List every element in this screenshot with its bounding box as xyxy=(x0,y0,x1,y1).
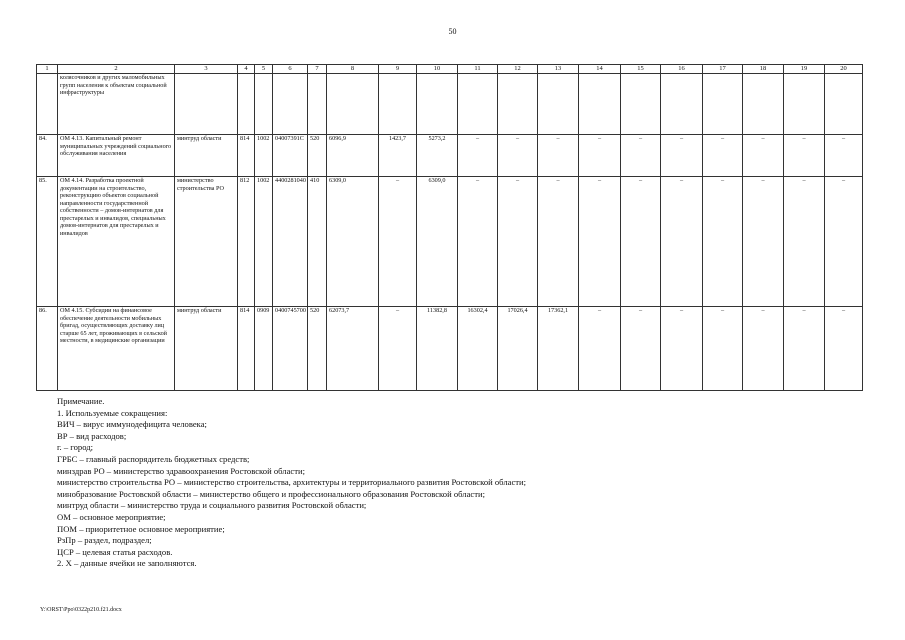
cell-year-value: – xyxy=(703,177,743,307)
header-cell: 16 xyxy=(661,65,703,74)
cell-year-value xyxy=(417,74,458,135)
cell-vr: 520 xyxy=(308,307,327,391)
header-cell: 10 xyxy=(417,65,458,74)
notes-line: минобразование Ростовской области – министерство общего и профессионального образования Ростовской области; xyxy=(57,488,485,499)
notes-heading: Примечание. xyxy=(57,396,105,406)
cell-year-value: – xyxy=(498,177,538,307)
header-cell: 13 xyxy=(538,65,579,74)
table-row xyxy=(37,307,863,391)
notes-line: ЦСР – целевая статья расходов. xyxy=(57,546,173,557)
notes-line: министерство строительства РО – министерство строительства, архитектуры и территориального развития Ростовской области; xyxy=(57,477,526,488)
cell-total: 6309,0 xyxy=(327,177,379,307)
cell-year-value: – xyxy=(825,135,863,177)
cell-year-value: – xyxy=(743,307,784,391)
cell-vr: 520 xyxy=(308,135,327,177)
cell-year-value: – xyxy=(579,307,621,391)
cell-executor: минтруд области xyxy=(175,307,238,391)
header-cell: 5 xyxy=(255,65,273,74)
cell-year-value: – xyxy=(825,177,863,307)
notes-line: ГРБС – главный распорядитель бюджетных средств; xyxy=(57,453,250,464)
header-cell: 20 xyxy=(825,65,863,74)
cell-row-number xyxy=(37,74,58,135)
header-cell: 17 xyxy=(703,65,743,74)
cell-vr xyxy=(308,74,327,135)
notes-line: ВИЧ – вирус иммунодефицита человека; xyxy=(57,419,207,430)
cell-year-value xyxy=(743,74,784,135)
cell-year-value: – xyxy=(458,177,498,307)
cell-executor: министерство строительства РО xyxy=(175,177,238,307)
cell-year-value: – xyxy=(703,135,743,177)
cell-year-value: 1423,7 xyxy=(379,135,417,177)
header-cell: 2 xyxy=(58,65,175,74)
notes-block xyxy=(57,396,526,570)
cell-year-value: – xyxy=(579,177,621,307)
cell-activity: ОМ 4.14. Разработка проектной документации на строительство, реконструкцию объектов социальной направленности государственной собственности – домов-интернатов для престарелых и инвалидов, специальных домов-интернатов для престарелых и инвалидов xyxy=(58,177,175,307)
notes-line: ОМ – основное мероприятие; xyxy=(57,511,166,522)
notes-line: г. – город; xyxy=(57,442,94,453)
cell-year-value: – xyxy=(661,307,703,391)
cell-year-value: – xyxy=(379,307,417,391)
cell-csr xyxy=(273,74,308,135)
file-path-footer: Y:\ORST\Ppo\0322p210.f21.docx xyxy=(40,607,122,613)
cell-vr: 410 xyxy=(308,177,327,307)
cell-year-value: 6309,0 xyxy=(417,177,458,307)
cell-grbs xyxy=(238,74,255,135)
cell-grbs: 814 xyxy=(238,307,255,391)
cell-total: 62073,7 xyxy=(327,307,379,391)
cell-executor xyxy=(175,74,238,135)
header-cell: 15 xyxy=(621,65,661,74)
cell-row-number: 84. xyxy=(37,135,58,177)
cell-year-value: – xyxy=(743,177,784,307)
cell-total: 6096,9 xyxy=(327,135,379,177)
cell-year-value: – xyxy=(784,307,825,391)
cell-year-value: – xyxy=(825,307,863,391)
cell-year-value xyxy=(703,74,743,135)
cell-year-value: – xyxy=(661,135,703,177)
cell-activity: колясочников и других маломобильных групп населения к объектам социальной инфраструктуры xyxy=(58,74,175,135)
notes-line: минздрав РО – министерство здравоохранения Ростовской области; xyxy=(57,465,305,476)
cell-year-value xyxy=(661,74,703,135)
cell-year-value: 16302,4 xyxy=(458,307,498,391)
notes-line: ВР – вид расходов; xyxy=(57,430,127,441)
cell-year-value: – xyxy=(621,177,661,307)
cell-year-value: – xyxy=(784,177,825,307)
notes-line: минтруд области – министерство труда и социального развития Ростовской области; xyxy=(57,500,367,511)
cell-csr: 04007391С xyxy=(273,135,308,177)
cell-csr: 0400745700 xyxy=(273,307,308,391)
header-cell: 7 xyxy=(308,65,327,74)
cell-row-number: 86. xyxy=(37,307,58,391)
cell-row-number: 85. xyxy=(37,177,58,307)
header-cell: 9 xyxy=(379,65,417,74)
cell-year-value xyxy=(784,74,825,135)
table-header-row xyxy=(37,65,863,74)
cell-year-value: – xyxy=(579,135,621,177)
table-row xyxy=(37,74,863,135)
cell-activity: ОМ 4.13. Капитальный ремонт муниципальных учреждений социального обслуживания населения xyxy=(58,135,175,177)
cell-year-value: – xyxy=(784,135,825,177)
header-cell: 18 xyxy=(743,65,784,74)
budget-table xyxy=(36,64,863,391)
cell-year-value: – xyxy=(498,135,538,177)
header-cell: 12 xyxy=(498,65,538,74)
cell-year-value xyxy=(498,74,538,135)
cell-total xyxy=(327,74,379,135)
cell-year-value xyxy=(379,74,417,135)
cell-year-value: – xyxy=(703,307,743,391)
cell-grbs: 814 xyxy=(238,135,255,177)
notes-line: ПОМ – приоритетное основное мероприятие; xyxy=(57,523,225,534)
cell-rzpr: 0909 xyxy=(255,307,273,391)
cell-year-value: 17362,1 xyxy=(538,307,579,391)
cell-rzpr: 1002 xyxy=(255,177,273,307)
cell-year-value: – xyxy=(621,307,661,391)
cell-year-value: 17026,4 xyxy=(498,307,538,391)
cell-year-value: – xyxy=(538,135,579,177)
cell-year-value: – xyxy=(379,177,417,307)
cell-year-value xyxy=(621,74,661,135)
notes-line: РзПр – раздел, подраздел; xyxy=(57,535,152,546)
cell-grbs: 812 xyxy=(238,177,255,307)
table-row xyxy=(37,135,863,177)
page-number: 50 xyxy=(448,27,457,36)
cell-executor: минтруд области xyxy=(175,135,238,177)
cell-year-value: – xyxy=(621,135,661,177)
cell-year-value: 11382,8 xyxy=(417,307,458,391)
cell-year-value xyxy=(825,74,863,135)
table-row xyxy=(37,177,863,307)
cell-year-value: – xyxy=(458,135,498,177)
cell-year-value xyxy=(579,74,621,135)
header-cell: 6 xyxy=(273,65,308,74)
cell-year-value: – xyxy=(538,177,579,307)
header-cell: 3 xyxy=(175,65,238,74)
cell-rzpr xyxy=(255,74,273,135)
cell-csr: 4400281040 xyxy=(273,177,308,307)
cell-year-value xyxy=(538,74,579,135)
header-cell: 4 xyxy=(238,65,255,74)
cell-rzpr: 1002 xyxy=(255,135,273,177)
header-cell: 14 xyxy=(579,65,621,74)
notes-line: 1. Используемые сокращения: xyxy=(57,407,168,418)
cell-year-value: 5273,2 xyxy=(417,135,458,177)
cell-year-value: – xyxy=(743,135,784,177)
cell-year-value xyxy=(458,74,498,135)
header-cell: 11 xyxy=(458,65,498,74)
cell-activity: ОМ 4.15. Субсидии на финансовое обеспечение деятельности мобильных бригад, осуществляющих доставку лиц старше 65 лет, проживающих в сельской местности, в медицинские организации xyxy=(58,307,175,391)
cell-year-value: – xyxy=(661,177,703,307)
header-cell: 8 xyxy=(327,65,379,74)
header-cell: 1 xyxy=(37,65,58,74)
notes-line: 2. Х – данные ячейки не заполняются. xyxy=(57,558,197,569)
header-cell: 19 xyxy=(784,65,825,74)
